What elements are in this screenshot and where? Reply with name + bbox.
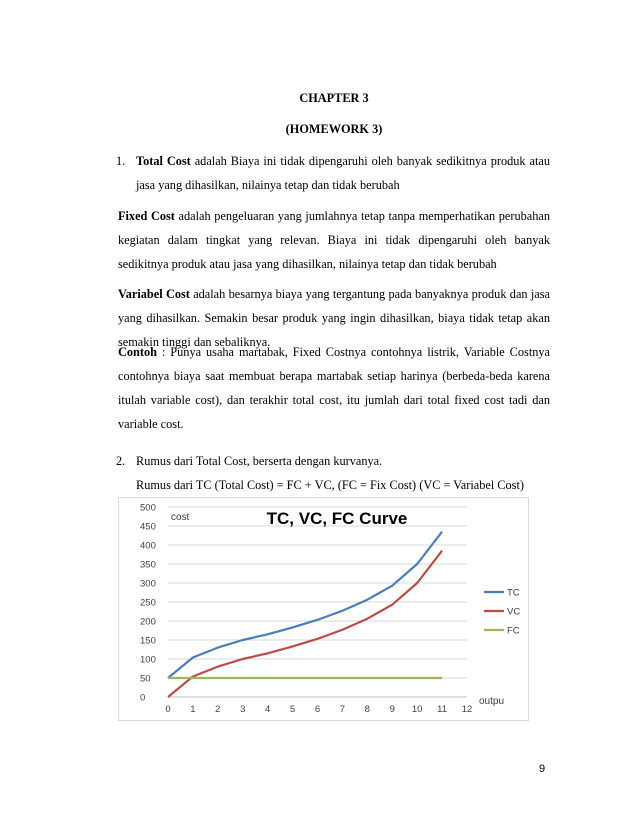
x-tick-label: 3 [240, 704, 246, 715]
x-axis-label: outpu [479, 696, 505, 707]
legend-label-tc: TC [507, 587, 520, 599]
contoh-paragraph [118, 340, 550, 436]
chapter-heading: CHAPTER 3 [299, 91, 369, 105]
y-tick-label: 200 [140, 616, 156, 628]
item-1-text: adalah Biaya ini tidak dipengaruhi oleh banyak sedikitnya produk atau jasa yang dihasilkan, nilainya tetap dan tidak berubah [136, 154, 551, 192]
legend-label-vc: VC [507, 606, 521, 618]
x-tick-label: 12 [461, 704, 473, 715]
x-tick-label: 11 [437, 704, 448, 715]
y-tick-label: 150 [140, 635, 156, 647]
x-tick-label: 4 [265, 704, 271, 715]
item-1 [118, 149, 550, 197]
x-tick-label: 1 [190, 704, 196, 715]
cost-chart-frame [118, 497, 529, 721]
x-tick-label: 6 [314, 704, 321, 715]
fixed-cost-text: adalah pengeluaran yang jumlahnya tetap tanpa memperhatikan perubahan kegiatan dalam tingkat yang relevan. Biaya ini tidak dipengaruhi oleh banyak sedikitnya produk atau jasa yang dihasilkan, nilainya tetap dan tidak berubah [118, 209, 550, 271]
x-tick-label: 0 [165, 704, 171, 715]
y-tick-label: 400 [140, 540, 156, 552]
item-1-number: 1. [116, 154, 126, 168]
x-tick-label: 7 [339, 704, 346, 715]
variabel-cost-text: adalah besarnya biaya yang tergantung pada banyaknya produk dan jasa yang dihasilkan. Semakin besar produk yang ingin dihasilkan, biaya tidak tetap akan semakin tinggi dan sebaliknya. [118, 287, 550, 349]
cost-chart [119, 498, 528, 720]
item-2 [118, 449, 550, 497]
page-number: 9 [539, 763, 546, 775]
item-1-term: Total Cost [136, 154, 191, 168]
item-2-line-1: Rumus dari Total Cost, berserta dengan kurvanya. [136, 454, 383, 468]
fixed-cost-term: Fixed Cost [118, 209, 175, 223]
y-tick-label: 250 [140, 597, 156, 609]
x-tick-label: 10 [411, 704, 423, 715]
chart-title: TC, VC, FC Curve [266, 509, 408, 528]
y-tick-label: 300 [140, 578, 156, 590]
homework-heading: (HOMEWORK 3) [285, 122, 383, 136]
y-tick-label: 350 [140, 559, 156, 571]
x-tick-label: 9 [389, 704, 395, 715]
x-tick-label: 8 [364, 704, 370, 715]
y-tick-label: 500 [140, 502, 156, 514]
y-axis-label: cost [171, 512, 190, 523]
x-tick-label: 5 [289, 704, 296, 715]
item-2-line-2: Rumus dari TC (Total Cost) = FC + VC, (FC = Fix Cost) (VC = Variabel Cost) [136, 478, 524, 492]
x-tick-label: 2 [215, 704, 221, 715]
y-tick-label: 450 [140, 521, 156, 533]
series-line-tc [168, 532, 442, 678]
item-2-number: 2. [116, 454, 126, 468]
legend-label-fc: FC [507, 625, 520, 637]
y-tick-label: 0 [140, 692, 146, 704]
contoh-term: Contoh [118, 345, 157, 359]
y-tick-label: 100 [140, 654, 156, 666]
fixed-cost-paragraph [118, 204, 550, 276]
y-tick-label: 50 [140, 673, 151, 685]
variabel-cost-term: Variabel Cost [118, 287, 190, 301]
contoh-text: : Punya usaha martabak, Fixed Costnya contohnya listrik, Variable Costnya contohnya biaya saat membuat berapa martabak setiap harinya (berbeda-beda karena itulah variable cost), dan terakhir total cost, itu jumlah dari total fixed cost tadi dan variable cost. [118, 345, 550, 431]
